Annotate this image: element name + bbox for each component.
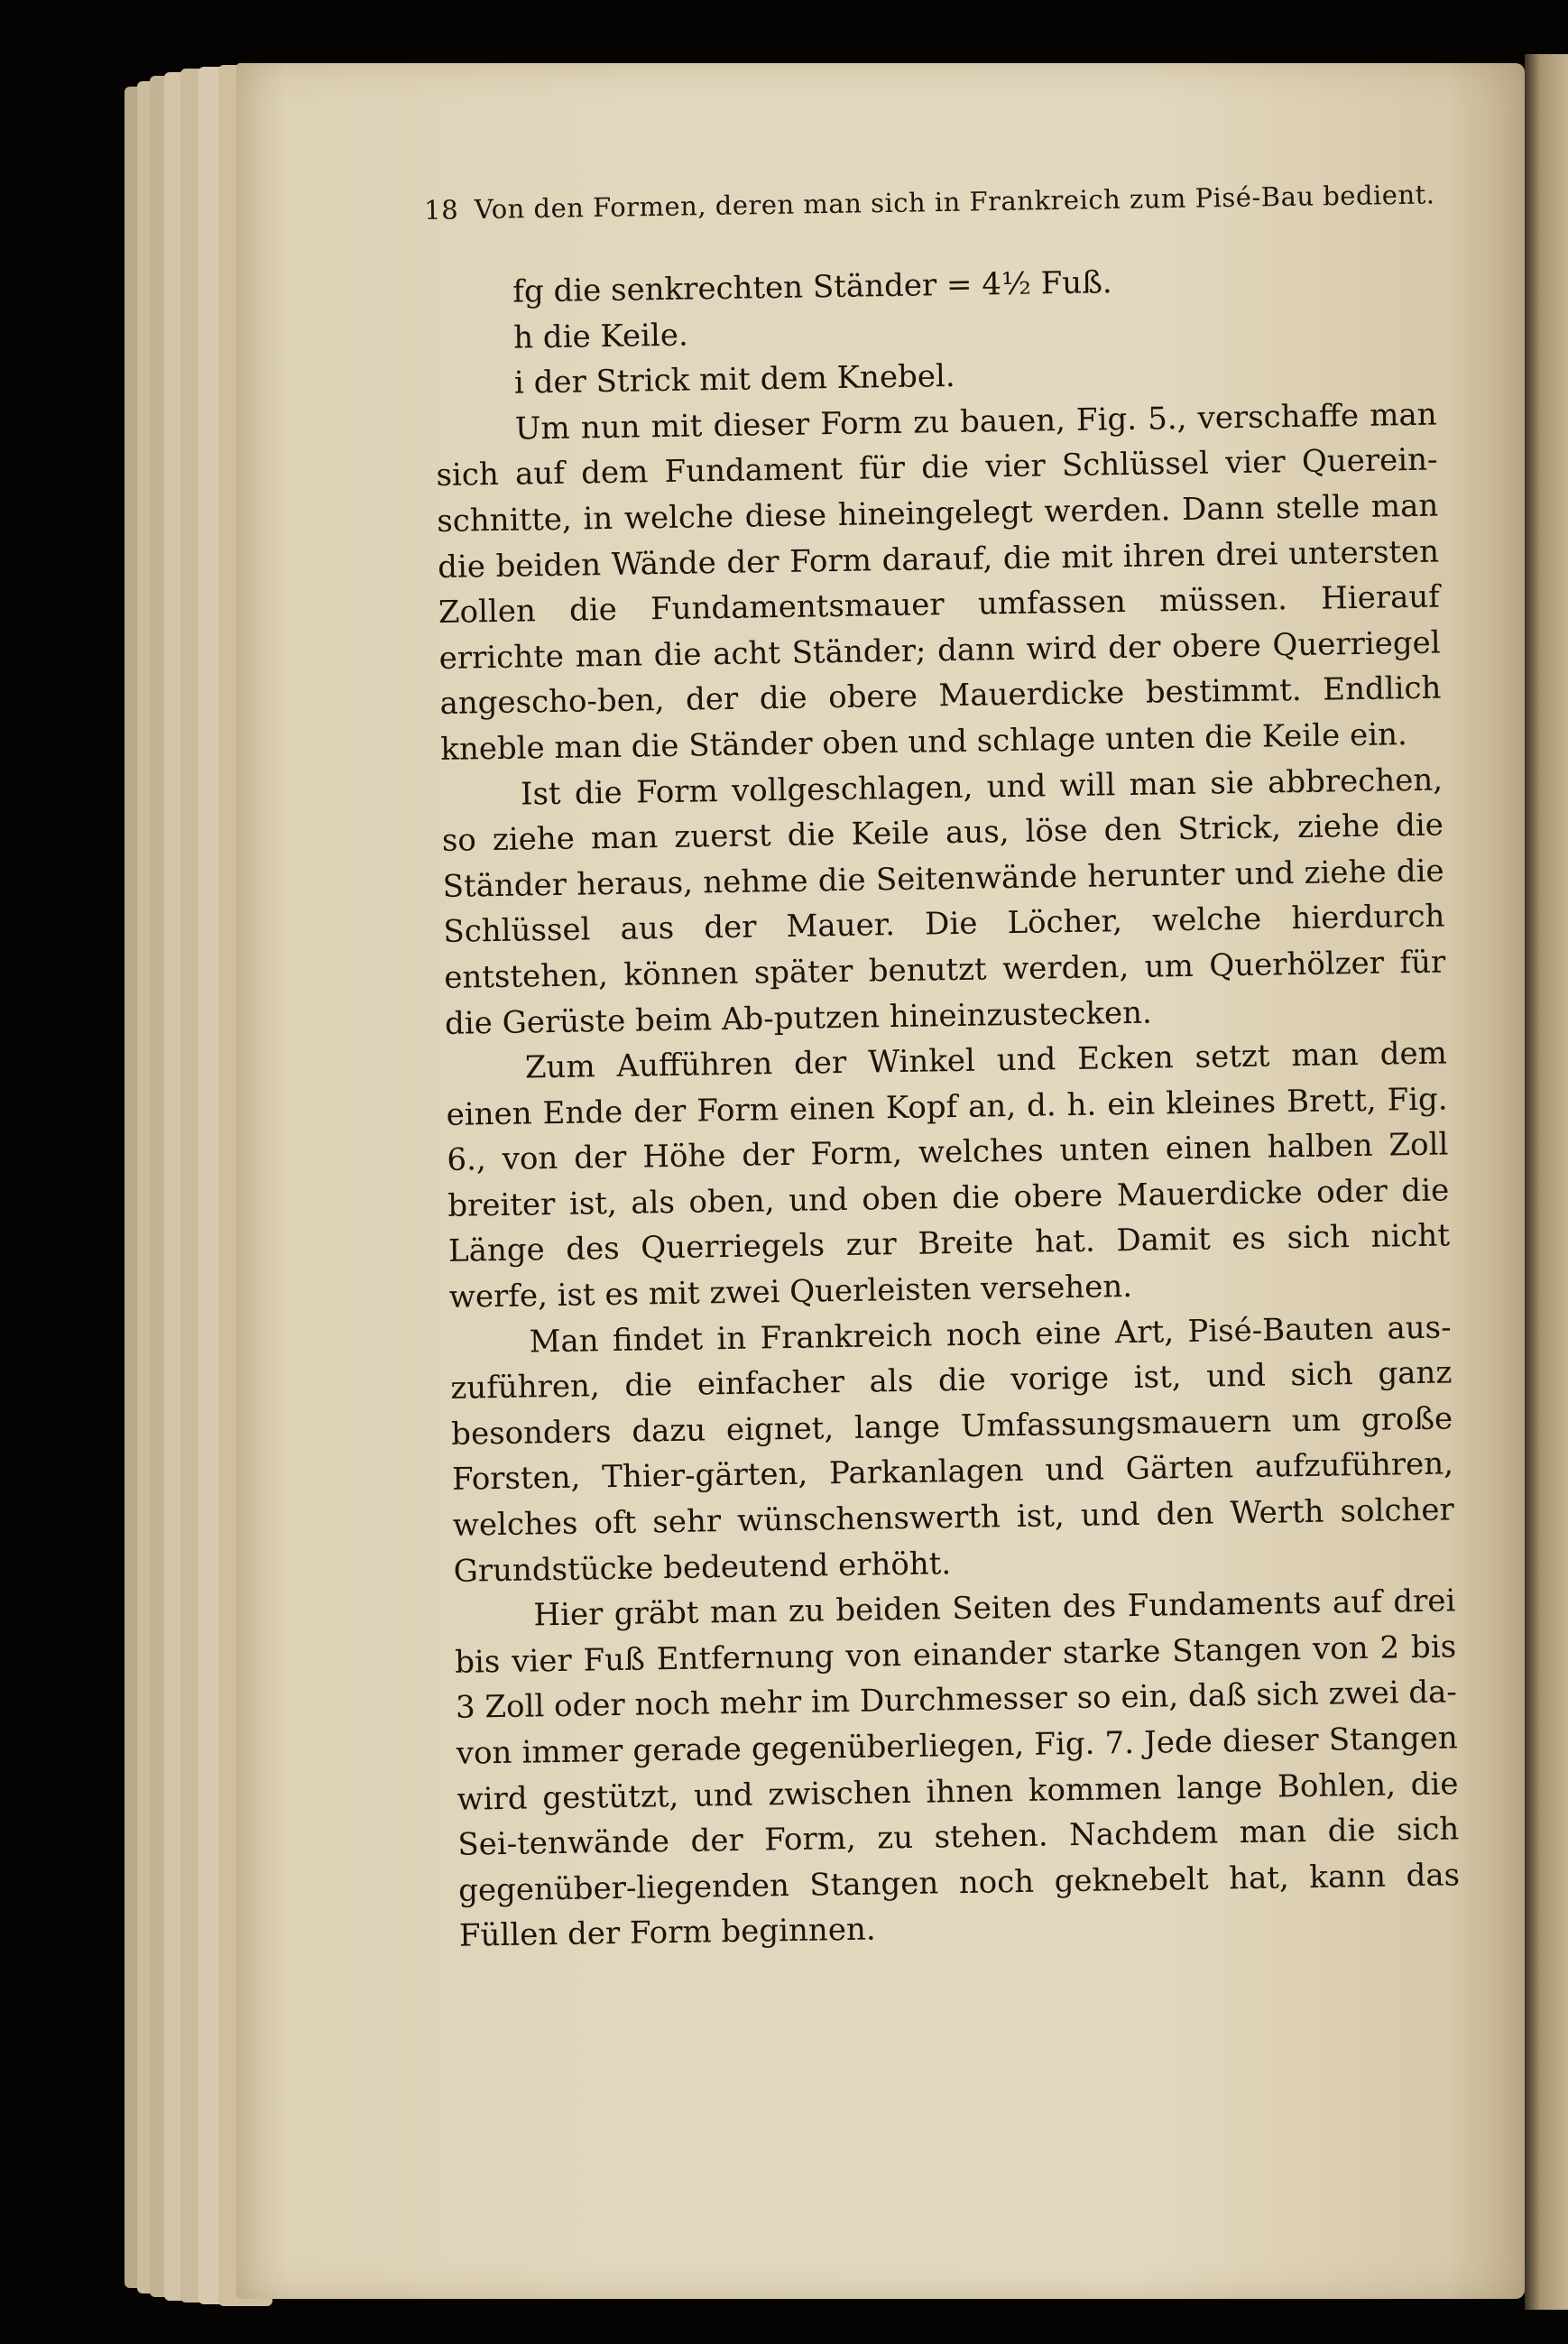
legend-item: fg die senkrechten Ständer = 4½ Fuß. <box>512 264 1112 310</box>
page-number: 18 <box>424 194 459 226</box>
page-body <box>433 255 1461 1960</box>
facing-page-edge <box>1525 54 1568 2310</box>
paragraph: Ist die Form vollgeschlagen, und will man sie abbrechen, so ziehe man zuerst die Keile aus, löse den Strick, ziehe die Ständer heraus, nehme die Seitenwände herunter und ziehe die Schlüssel aus der Mauer. Die Löcher, welche hierdurch entstehen, können später benutzt werden, um Querhölzer für die Gerüste beim Ab-putzen hineinzustecken. <box>441 761 1446 1042</box>
paragraph: Um nun mit dieser Form zu bauen, Fig. 5., verschaffe man sich auf dem Fundament für die vier Schlüssel vier Querein-schnitte, in welche diese hineingelegt werden. Dann stelle man die beiden Wände der Form darauf, die mit ihren drei untersten Zollen die Fundamentsmauer umfassen müssen. Hierauf errichte man die acht Ständer; dann wird der obere Querriegel angescho-ben, der die obere Mauerdicke bestimmt. Endlich kneble man die Ständer oben und schlage unten die Keile ein. <box>436 396 1442 768</box>
paragraph: Man findet in Frankreich noch eine Art, Pisé-Bauten aus-zuführen, die einfacher als die vorige ist, und sich ganz besonders dazu eignet, lange Umfassungsmauern um große Forsten, Thier-gärten, Parkanlagen und Gärten aufzuführen, welches oft sehr wünschenswerth ist, und den Werth solcher Grundstücke bedeutend erhöht. <box>450 1309 1455 1590</box>
running-title: Von den Formen, deren man sich in Frankreich zum Pisé-Bau bedient. <box>474 179 1435 226</box>
legend-item: i der Strick mit dem Knebel. <box>513 358 955 401</box>
paragraph: Hier gräbt man zu beiden Seiten des Fundaments auf drei bis vier Fuß Entfernung von einander starke Stangen von 2 bis 3 Zoll oder noch mehr im Durchmesser so ein, daß sich zwei da-von immer gerade gegenüberliegen, Fig. 7. Jede dieser Stangen wird gestützt, und zwischen ihnen kommen lange Bohlen, die Sei-tenwände der Form, zu stehen. Nachdem man die sich gegenüber-liegenden Stangen noch geknebelt hat, kann das Füllen der Form beginnen. <box>454 1583 1461 1955</box>
paragraph: Zum Aufführen der Winkel und Ecken setzt man dem einen Ende der Form einen Kopf an, d. h. ein kleines Brett, Fig. 6., von der Höhe der Form, welches unten einen halben Zoll breiter ist, als oben, und oben die obere Mauerdicke oder die Länge des Querriegels zur Breite hat. Damit es sich nicht werfe, ist es mit zwei Querleisten versehen. <box>446 1035 1451 1315</box>
legend-item: h die Keile. <box>512 317 689 356</box>
